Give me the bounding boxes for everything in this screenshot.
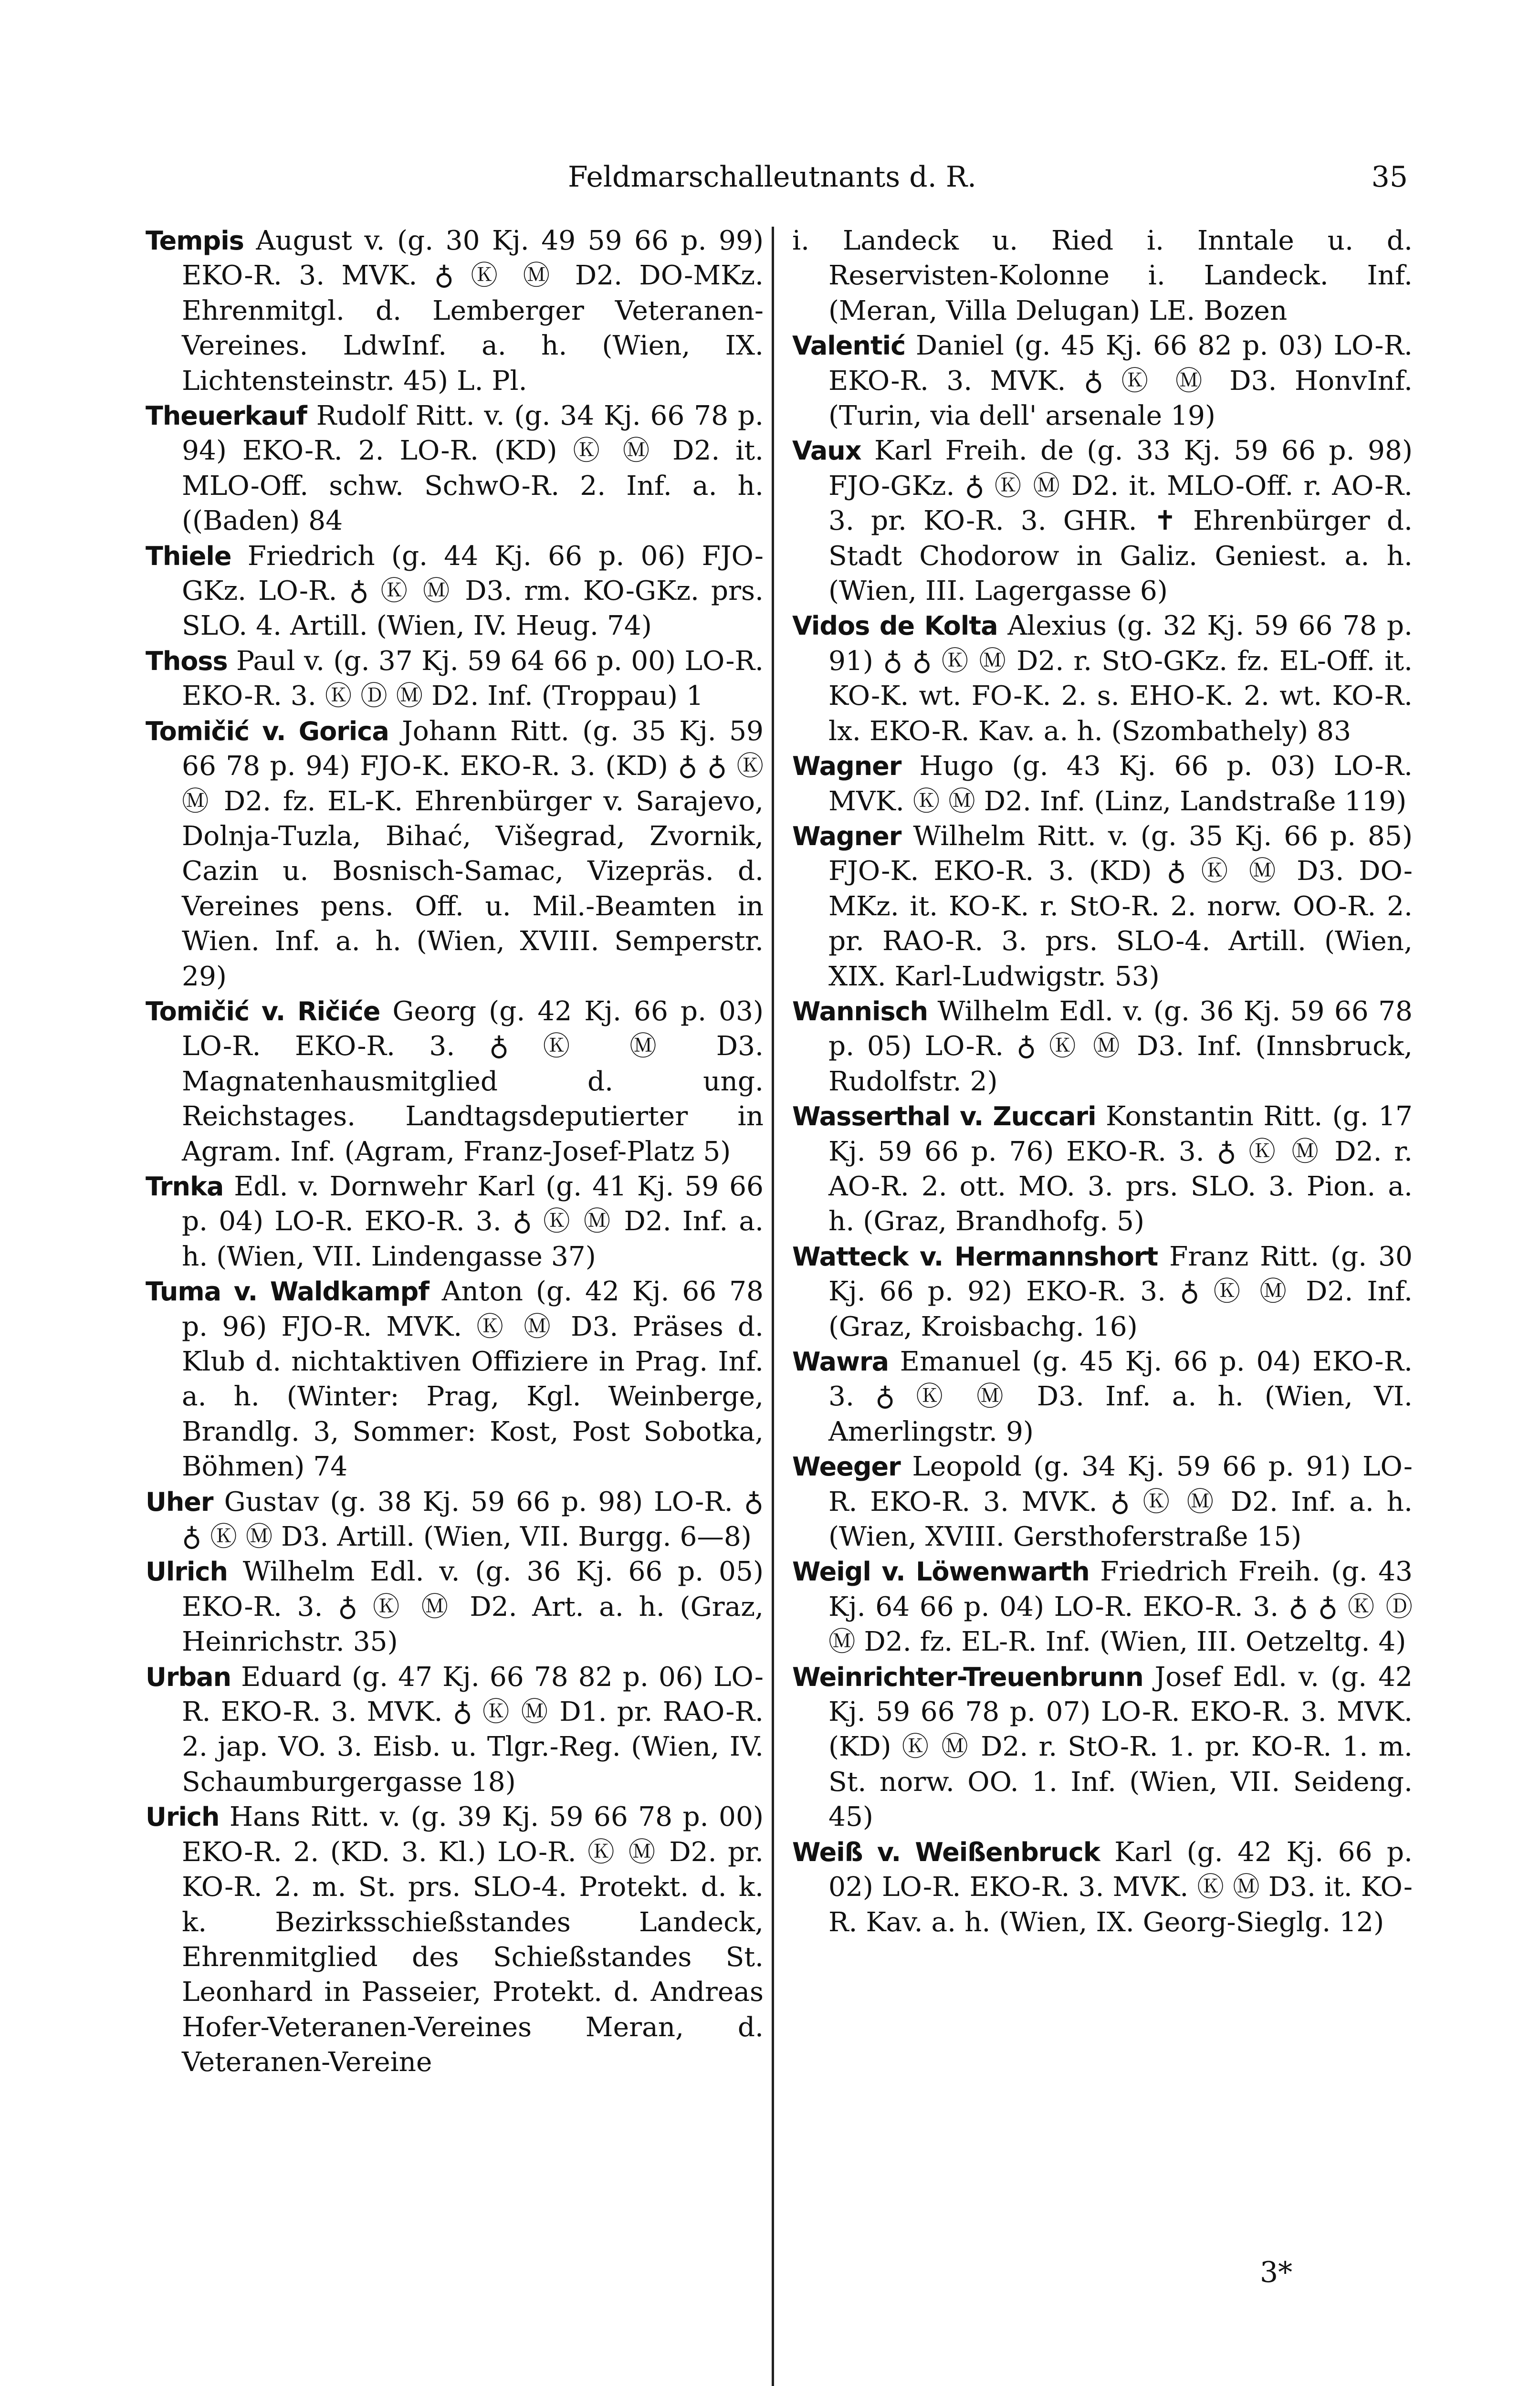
entry-name: Wannisch — [792, 996, 928, 1026]
register-entry — [792, 328, 1413, 433]
entry-name: Trnka — [146, 1171, 224, 1202]
register-entry — [146, 1660, 764, 1800]
entry-name: Tomičić v. Ričiće — [146, 996, 380, 1026]
left-column — [146, 223, 764, 2080]
register-entry — [792, 994, 1413, 1099]
entry-name: Tempis — [146, 226, 244, 256]
register-entry — [146, 539, 764, 644]
entry-name: Ulrich — [146, 1557, 228, 1587]
page-number: 35 — [1371, 160, 1408, 194]
entry-text: Edl. v. Dornwehr Karl (g. 41 Kj. 59 66 p. 04) LO-R. EKO-R. 3. ♁ Ⓚ Ⓜ D2. Inf. a. h. (Wien, VII. Lindengasse 37) — [182, 1171, 764, 1272]
entry-text: Eduard (g. 47 Kj. 66 78 82 p. 06) LO-R. EKO-R. 3. MVK. ♁ Ⓚ Ⓜ D1. pr. RAO-R. 2. jap. VO. 3. Eisb. u. Tlgr.-Reg. (Wien, IV. Schaumburgergasse 18) — [182, 1661, 764, 1798]
entry-name: Watteck v. Hermannshort — [792, 1241, 1158, 1272]
entry-name: Tuma v. Waldkampf — [146, 1277, 429, 1307]
register-entry — [792, 1449, 1413, 1554]
register-entry — [792, 223, 1413, 328]
entry-text: Wilhelm Edl. v. (g. 36 Kj. 66 p. 05) EKO-R. 3. ♁ Ⓚ Ⓜ D2. Art. a. h. (Graz, Heinrichstr. 35) — [182, 1556, 764, 1658]
entry-name: Weinrichter-Treuenbrunn — [792, 1662, 1143, 1692]
entry-text: Georg (g. 42 Kj. 66 p. 03) LO-R. EKO-R. 3. ♁ Ⓚ Ⓜ D3. Magnatenhausmitglied d. ung. Reichstages. Landtagsdeputierter in Agram. Inf. (Agram, Franz-Josef-Platz 5) — [182, 995, 764, 1167]
register-entry — [792, 1099, 1413, 1239]
entry-text: Karl Freih. de (g. 33 Kj. 59 66 p. 98) FJO-GKz. ♁ Ⓚ Ⓜ D2. it. MLO-Off. r. AO-R. 3. pr. KO-R. 3. GHR. ✝ Ehrenbürger d. Stadt Chodorow in Galiz. Geniest. a. h. (Wien, III. Lagergasse 6) — [828, 435, 1413, 607]
register-entry — [146, 994, 764, 1169]
right-column — [792, 223, 1413, 1940]
entry-name: Thoss — [146, 646, 228, 676]
register-entry — [146, 223, 764, 398]
entry-name: Wasserthal v. Zuccari — [792, 1101, 1096, 1132]
entry-name: Valentić — [792, 331, 906, 361]
entry-text: Gustav (g. 38 Kj. 59 66 p. 98) LO-R. ♁ ♁ Ⓚ Ⓜ D3. Artill. (Wien, VII. Burgg. 6—8) — [182, 1486, 764, 1553]
entry-name: Wawra — [792, 1347, 889, 1377]
entry-text: Rudolf Ritt. v. (g. 34 Kj. 66 78 p. 94) EKO-R. 2. LO-R. (KD) Ⓚ Ⓜ D2. it. MLO-Off. schw. SchwO-R. 2. Inf. a. h. ((Baden) 84 — [182, 400, 764, 537]
entry-text: Emanuel (g. 45 Kj. 66 p. 04) EKO-R. 3. ♁ Ⓚ Ⓜ D3. Inf. a. h. (Wien, VI. Amerlingstr. 9) — [828, 1346, 1413, 1447]
register-entry — [792, 1554, 1413, 1659]
entry-text: Konstantin Ritt. (g. 17 Kj. 59 66 p. 76) EKO-R. 3. ♁ Ⓚ Ⓜ D2. r. AO-R. 2. ott. MO. 3. prs. SLO. 3. Pion. a. h. (Graz, Brandhofg. 5) — [828, 1101, 1413, 1237]
entry-text: Hans Ritt. v. (g. 39 Kj. 59 66 78 p. 00) EKO-R. 2. (KD. 3. Kl.) LO-R. Ⓚ Ⓜ D2. pr. KO-R. 2. m. St. prs. SLO-4. Protekt. d. k. k. Bezirksschießstandes Landeck, Ehrenmitglied des Schießstandes St. Leonhard in Passeier, Protekt. d. Andreas Hofer-Veteranen-Vereines Meran, d. Veteranen-Vereine — [182, 1801, 764, 2078]
entry-text: Anton (g. 42 Kj. 66 78 p. 96) FJO-R. MVK. Ⓚ Ⓜ D3. Präses d. Klub d. nichtaktiven Offiziere in Prag. Inf. a. h. (Winter: Prag, Kgl. Weinberge, Brandlg. 3, Sommer: Kost, Post Sobotka, Böhmen) 74 — [182, 1276, 764, 1483]
entry-name: Vaux — [792, 436, 861, 466]
register-entry — [792, 749, 1413, 819]
register-entry — [792, 608, 1413, 749]
entry-text: Johann Ritt. (g. 35 Kj. 59 66 78 p. 94) FJO-K. EKO-R. 3. (KD) ♁ ♁ Ⓚ Ⓜ D2. fz. EL-K. Ehrenbürger v. Sarajevo, Dolnja-Tuzla, Bihać, Višegrad, Zvornik, Cazin u. Bosnisch-Samac, Vizepräs. d. Vereines pens. Off. u. Mil.-Beamten in Wien. Inf. a. h. (Wien, XVIII. Semperstr. 29) — [182, 715, 764, 992]
register-entry — [146, 1554, 764, 1659]
register-entry — [146, 1274, 764, 1484]
entry-text: Daniel (g. 45 Kj. 66 82 p. 03) LO-R. EKO-R. 3. MVK. ♁ Ⓚ Ⓜ D3. HonvInf. (Turin, via dell' arsenale 19) — [828, 330, 1413, 432]
entry-name: Urban — [146, 1662, 231, 1692]
entry-name: Weeger — [792, 1452, 901, 1482]
page-header — [568, 156, 1408, 199]
entry-text: Leopold (g. 34 Kj. 59 66 p. 91) LO-R. EKO-R. 3. MVK. ♁ Ⓚ Ⓜ D2. Inf. a. h. (Wien, XVIII. Gersthoferstraße 15) — [828, 1451, 1413, 1553]
entry-text: Franz Ritt. (g. 30 Kj. 66 p. 92) EKO-R. 3. ♁ Ⓚ Ⓜ D2. Inf. (Graz, Kroisbachg. 16) — [828, 1241, 1413, 1342]
entry-name: Wagner — [792, 751, 901, 782]
register-entry — [146, 1800, 764, 2080]
entry-text: Josef Edl. v. (g. 42 Kj. 59 66 78 p. 07) LO-R. EKO-R. 3. MVK. (KD) Ⓚ Ⓜ D2. r. StO-R. 1. pr. KO-R. 1. m. St. norw. OO. 1. Inf. (Wien, VII. Seideng. 45) — [828, 1661, 1413, 1833]
entry-name: Weiß v. Weißenbruck — [792, 1837, 1100, 1867]
register-entry — [792, 433, 1413, 608]
entry-name: Urich — [146, 1802, 220, 1832]
register-entry — [146, 1485, 764, 1555]
register-entry — [146, 644, 764, 714]
entry-name: Wagner — [792, 821, 901, 851]
register-entry — [792, 1239, 1413, 1344]
entry-text: Hugo (g. 43 Kj. 66 p. 03) LO-R. MVK. Ⓚ Ⓜ D2. Inf. (Linz, Landstraße 119) — [828, 751, 1413, 817]
entry-name: Thiele — [146, 541, 231, 571]
entry-text: Friedrich Freih. (g. 43 Kj. 64 66 p. 04) LO-R. EKO-R. 3. ♁ ♁ Ⓚ Ⓓ Ⓜ D2. fz. EL-R. Inf. (Wien, III. Oetzeltg. 4) — [828, 1556, 1413, 1658]
entry-name: Theuerkauf — [146, 401, 307, 431]
signature-mark: 3* — [1260, 2256, 1293, 2289]
register-entry — [792, 819, 1413, 994]
entry-text: Alexius (g. 32 Kj. 59 66 78 p. 91) ♁ ♁ Ⓚ Ⓜ D2. r. StO-GKz. fz. EL-Off. it. KO-K. wt. FO-K. 2. s. EHO-K. 2. wt. KO-R. lx. EKO-R. Kav. a. h. (Szombathely) 83 — [828, 610, 1413, 747]
entry-text: Wilhelm Ritt. v. (g. 35 Kj. 66 p. 85) FJO-K. EKO-R. 3. (KD) ♁ Ⓚ Ⓜ D3. DO-MKz. it. KO-K. r. StO-R. 2. norw. OO-R. 2. pr. RAO-R. 3. prs. SLO-4. Artill. (Wien, XIX. Karl-Ludwigstr. 53) — [828, 820, 1413, 992]
entry-name: Uher — [146, 1486, 213, 1517]
register-entry — [146, 714, 764, 994]
entry-text: Wilhelm Edl. v. (g. 36 Kj. 59 66 78 p. 05) LO-R. ♁ Ⓚ Ⓜ D3. Inf. (Innsbruck, Rudolfstr. 2) — [828, 995, 1413, 1097]
entry-name: Vidos de Kolta — [792, 611, 998, 641]
register-entry — [146, 1169, 764, 1274]
entry-text: Paul v. (g. 37 Kj. 59 64 66 p. 00) LO-R. EKO-R. 3. Ⓚ Ⓓ Ⓜ D2. Inf. (Troppau) 1 — [182, 645, 764, 712]
entry-name: Weigl v. Löwenwarth — [792, 1557, 1090, 1587]
running-title: Feldmarschalleutnants d. R. — [568, 160, 977, 194]
column-divider — [772, 227, 774, 2386]
register-entry — [792, 1344, 1413, 1449]
entry-text: August v. (g. 30 Kj. 49 59 66 p. 99) EKO-R. 3. MVK. ♁ Ⓚ Ⓜ D2. DO-MKz. Ehrenmitgl. d. Lemberger Veteranen-Vereines. LdwInf. a. h. (Wien, IX. Lichtensteinstr. 45) L. Pl. — [182, 225, 764, 397]
register-entry — [146, 398, 764, 539]
register-entry — [792, 1835, 1413, 1940]
register-entry — [792, 1660, 1413, 1835]
entry-text: Friedrich (g. 44 Kj. 66 p. 06) FJO-GKz. LO-R. ♁ Ⓚ Ⓜ D3. rm. KO-GKz. prs. SLO. 4. Artill. (Wien, IV. Heug. 74) — [182, 540, 764, 642]
entry-text: i. Landeck u. Ried i. Inntale u. d. Reservisten-Kolonne i. Landeck. Inf. (Meran, Villa Delugan) LE. Bozen — [792, 225, 1413, 326]
entry-text: Karl (g. 42 Kj. 66 p. 02) LO-R. EKO-R. 3. MVK. Ⓚ Ⓜ D3. it. KO-R. Kav. a. h. (Wien, IX. Georg-Sieglg. 12) — [828, 1836, 1413, 1938]
entry-name: Tomičić v. Gorica — [146, 716, 389, 746]
